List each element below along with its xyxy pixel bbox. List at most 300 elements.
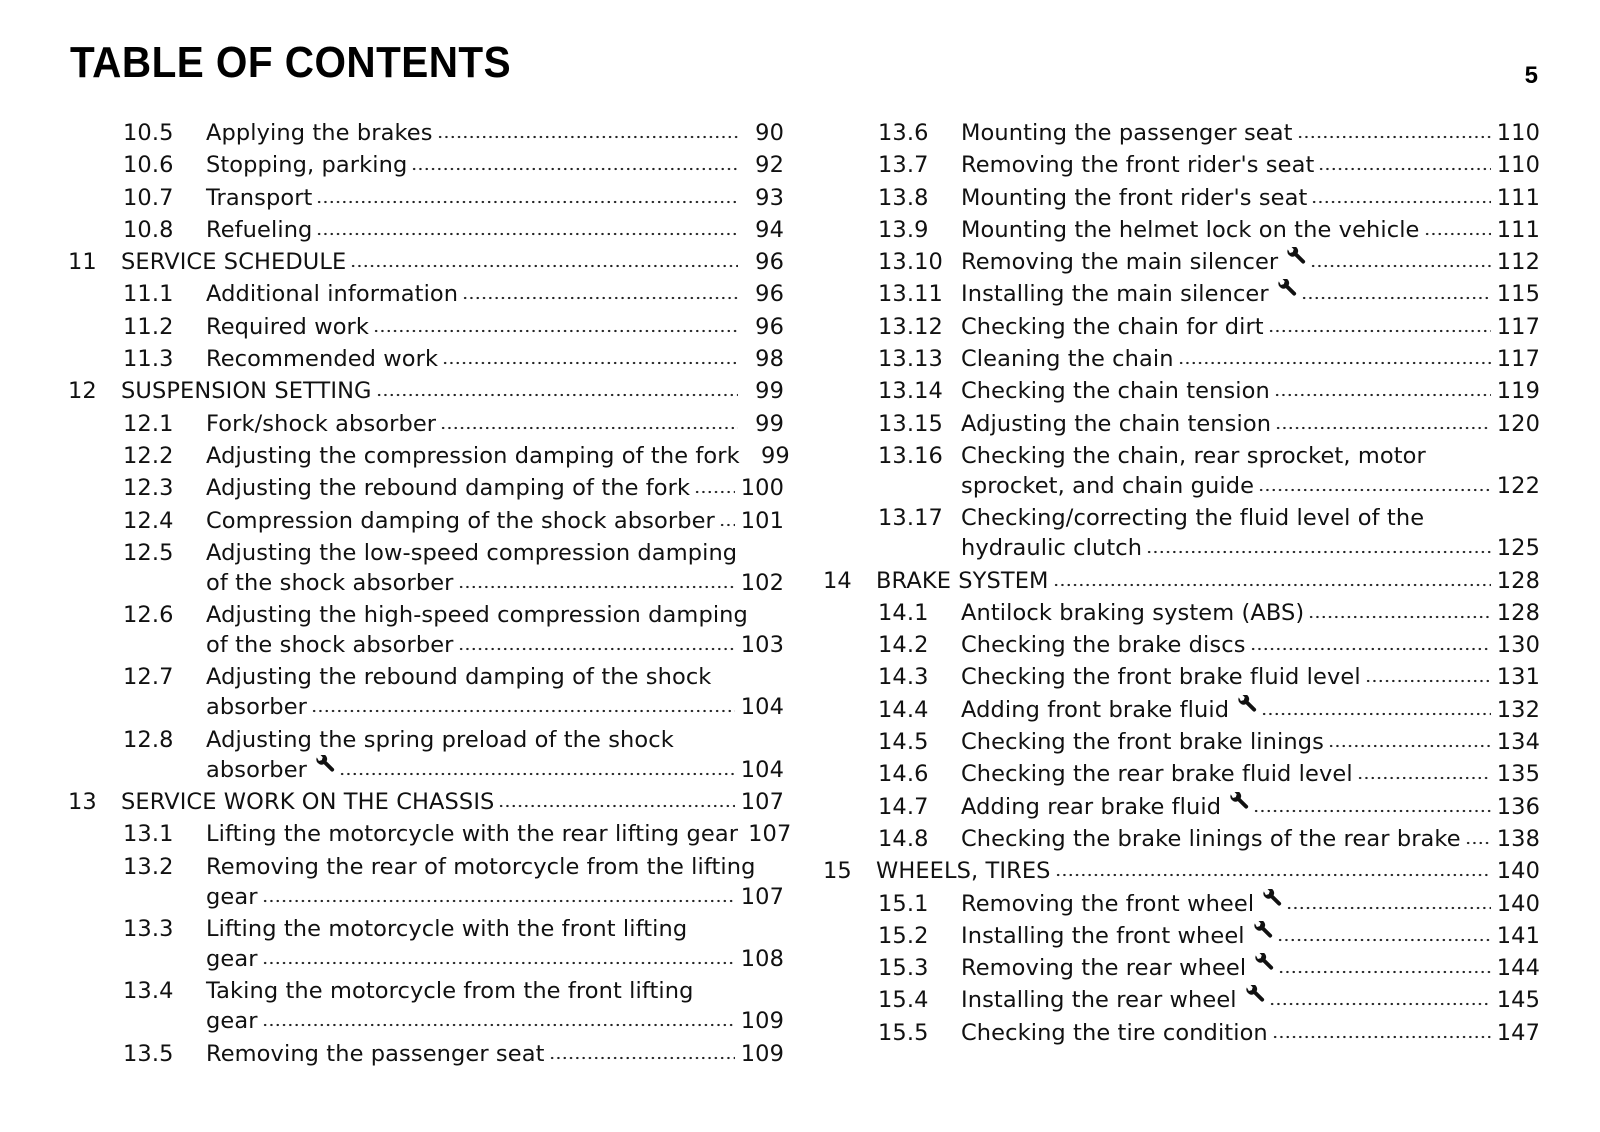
entry-title: Compression damping of the shock absorber bbox=[206, 507, 715, 534]
page-ref: 96 bbox=[755, 281, 784, 308]
toc-entry[interactable] bbox=[68, 409, 784, 441]
section-number: 12.2 bbox=[123, 442, 174, 469]
toc-entry[interactable] bbox=[823, 695, 1540, 727]
page-ref: 128 bbox=[1496, 599, 1540, 626]
entry-body bbox=[961, 441, 1540, 501]
dot-leader bbox=[1424, 215, 1491, 237]
section-number: 14.2 bbox=[878, 632, 929, 659]
toc-entry[interactable] bbox=[68, 279, 784, 311]
title-row bbox=[961, 247, 1540, 277]
entry-body bbox=[961, 279, 1540, 309]
toc-entry[interactable] bbox=[823, 824, 1540, 856]
entry-body bbox=[961, 953, 1540, 983]
page-ref: 111 bbox=[1496, 216, 1540, 243]
page-ref: 104 bbox=[740, 694, 784, 721]
entry-title: Antilock braking system (ABS) bbox=[961, 599, 1305, 626]
dot-leader bbox=[1357, 759, 1491, 781]
entry-body bbox=[961, 759, 1540, 789]
entry-body bbox=[206, 183, 784, 213]
page-ref: 117 bbox=[1496, 346, 1540, 373]
entry-body bbox=[961, 1018, 1540, 1048]
title-row bbox=[206, 944, 784, 974]
dot-leader bbox=[1269, 985, 1491, 1007]
dot-leader bbox=[1258, 471, 1491, 493]
section-number: 12.3 bbox=[123, 475, 174, 502]
toc-entry[interactable] bbox=[68, 118, 784, 150]
page-ref: 110 bbox=[1496, 120, 1540, 146]
toc-entry[interactable] bbox=[823, 150, 1540, 182]
title-row bbox=[961, 279, 1540, 309]
toc-entry[interactable] bbox=[68, 662, 784, 724]
wrench-icon bbox=[1260, 889, 1282, 911]
entry-title: Cleaning the chain bbox=[961, 346, 1174, 373]
title-row bbox=[961, 824, 1540, 854]
entry-body bbox=[961, 630, 1540, 660]
page-ref: 107 bbox=[748, 821, 792, 848]
entry-body bbox=[961, 150, 1540, 180]
title-row bbox=[876, 566, 1540, 596]
page-ref: 125 bbox=[1496, 535, 1540, 562]
page-ref: 103 bbox=[740, 632, 784, 659]
wrench-icon bbox=[1252, 953, 1274, 975]
dot-leader bbox=[440, 409, 738, 431]
entry-body bbox=[121, 247, 784, 277]
entry-title: Fork/shock absorber bbox=[206, 410, 437, 437]
title-row bbox=[961, 662, 1540, 692]
entry-body bbox=[961, 889, 1540, 919]
entry-title: of the shock absorber bbox=[206, 632, 454, 659]
page-ref: 115 bbox=[1496, 281, 1540, 308]
toc-entry[interactable] bbox=[823, 503, 1540, 565]
page-ref: 144 bbox=[1496, 955, 1540, 982]
title-row bbox=[206, 755, 784, 785]
entry-body bbox=[961, 727, 1540, 757]
entry-title: Checking the chain tension bbox=[961, 378, 1270, 405]
entry-body bbox=[206, 819, 792, 849]
toc-entry[interactable] bbox=[823, 727, 1540, 759]
toc-entry[interactable] bbox=[68, 914, 784, 976]
entry-title: Mounting the passenger seat bbox=[961, 120, 1293, 146]
entry-title: SUSPENSION SETTING bbox=[121, 378, 372, 405]
entry-body bbox=[206, 725, 784, 785]
page-ref: 99 bbox=[760, 442, 790, 469]
dot-leader bbox=[316, 215, 738, 237]
page-ref: 107 bbox=[740, 883, 784, 910]
title-row bbox=[206, 630, 784, 660]
toc-entry[interactable] bbox=[68, 819, 792, 851]
toc-entry[interactable] bbox=[68, 473, 784, 505]
dot-leader bbox=[1055, 856, 1491, 878]
entry-body bbox=[961, 921, 1540, 951]
page-ref: 141 bbox=[1496, 922, 1540, 949]
entry-body bbox=[961, 824, 1540, 854]
entry-body bbox=[206, 852, 784, 912]
dot-leader bbox=[1465, 824, 1491, 846]
section-number: 11.2 bbox=[123, 313, 174, 340]
title-row bbox=[206, 150, 784, 180]
section-number: 14.8 bbox=[878, 825, 929, 852]
toc-entry[interactable] bbox=[68, 215, 784, 247]
section-number: 15.2 bbox=[878, 922, 929, 949]
section-number: 13.1 bbox=[123, 821, 174, 848]
entry-body bbox=[206, 279, 784, 309]
page-ref: 109 bbox=[740, 1040, 784, 1067]
title-row bbox=[961, 533, 1540, 563]
title-row bbox=[206, 118, 784, 148]
toc-entry[interactable] bbox=[823, 792, 1540, 824]
page-ref: 131 bbox=[1496, 664, 1540, 691]
entry-body bbox=[206, 441, 790, 471]
dot-leader bbox=[1297, 118, 1491, 140]
toc-entry[interactable] bbox=[823, 183, 1540, 215]
entry-body bbox=[961, 247, 1540, 277]
section-number: 13.8 bbox=[878, 184, 929, 211]
entry-title: WHEELS, TIRES bbox=[876, 858, 1051, 885]
dot-leader bbox=[1253, 792, 1491, 814]
title-row bbox=[206, 819, 792, 849]
entry-title: Adjusting the chain tension bbox=[961, 410, 1272, 437]
title-row bbox=[206, 183, 784, 213]
title-line: Lifting the motorcycle with the front lifting bbox=[206, 915, 688, 942]
entry-body bbox=[961, 376, 1540, 406]
entry-body bbox=[206, 473, 784, 503]
page-ref: 117 bbox=[1496, 313, 1540, 340]
entry-title: Installing the front wheel bbox=[961, 922, 1245, 949]
dot-leader bbox=[1146, 533, 1491, 555]
section-number: 13.6 bbox=[878, 120, 929, 146]
entry-title: Transport bbox=[206, 184, 313, 211]
title-row bbox=[206, 344, 784, 374]
section-number: 11 bbox=[68, 249, 97, 276]
toc-entry[interactable] bbox=[823, 279, 1540, 311]
title-line: Taking the motorcycle from the front lifting bbox=[206, 978, 694, 1005]
section-number: 14.1 bbox=[878, 599, 929, 626]
entry-body bbox=[961, 695, 1540, 725]
page-ref: 104 bbox=[740, 756, 784, 783]
entry-body bbox=[961, 662, 1540, 692]
entry-title: Checking the tire condition bbox=[961, 1019, 1268, 1046]
page-ref: 107 bbox=[740, 789, 784, 816]
dot-leader bbox=[339, 755, 735, 777]
toc-entry[interactable] bbox=[68, 376, 784, 408]
title-row bbox=[206, 568, 784, 598]
toc-entry[interactable] bbox=[823, 662, 1540, 694]
entry-title: Adding rear brake fluid bbox=[961, 793, 1222, 820]
entry-body bbox=[206, 976, 784, 1036]
toc-entry[interactable] bbox=[68, 538, 784, 600]
title-row bbox=[961, 376, 1540, 406]
section-number: 13.14 bbox=[878, 378, 943, 405]
entry-body bbox=[876, 566, 1540, 596]
section-number: 14 bbox=[823, 567, 852, 594]
dot-leader bbox=[1328, 727, 1491, 749]
entry-title: absorber bbox=[206, 756, 307, 783]
entry-title: Checking the chain for dirt bbox=[961, 313, 1264, 340]
dot-leader bbox=[311, 692, 735, 714]
toc-entry[interactable] bbox=[823, 985, 1540, 1017]
entry-title: gear bbox=[206, 945, 258, 972]
entry-body bbox=[206, 409, 784, 439]
dot-leader bbox=[350, 247, 738, 269]
entry-title: Installing the main silencer bbox=[961, 281, 1269, 308]
wrench-icon bbox=[1251, 921, 1273, 943]
toc-entry[interactable] bbox=[68, 344, 784, 376]
entry-title: Adding front brake fluid bbox=[961, 696, 1230, 723]
section-number: 10.8 bbox=[123, 216, 174, 243]
title-row bbox=[961, 792, 1540, 822]
section-number: 15.3 bbox=[878, 955, 929, 982]
toc-entry[interactable] bbox=[68, 976, 784, 1038]
entry-body bbox=[206, 312, 784, 342]
entry-title: Removing the front wheel bbox=[961, 890, 1255, 917]
page-ref: 99 bbox=[755, 378, 784, 405]
dot-leader bbox=[411, 150, 738, 172]
page-ref: 100 bbox=[740, 475, 784, 502]
section-number: 14.7 bbox=[878, 793, 929, 820]
entry-title: Checking the rear brake fluid level bbox=[961, 761, 1353, 788]
title-row bbox=[961, 598, 1540, 628]
entry-title: gear bbox=[206, 1008, 258, 1035]
page-ref: 119 bbox=[1496, 378, 1540, 405]
section-number: 15.5 bbox=[878, 1019, 929, 1046]
entry-body bbox=[206, 506, 784, 536]
entry-title: SERVICE WORK ON THE CHASSIS bbox=[121, 789, 495, 816]
entry-body bbox=[206, 344, 784, 374]
section-number: 12.7 bbox=[123, 664, 174, 691]
title-row bbox=[206, 692, 784, 722]
entry-body bbox=[206, 538, 784, 598]
title-row bbox=[961, 985, 1540, 1015]
section-number: 15.1 bbox=[878, 890, 929, 917]
entry-body bbox=[961, 409, 1540, 439]
toc-entry[interactable] bbox=[68, 1039, 784, 1071]
wrench-icon bbox=[1284, 247, 1306, 269]
page-ref: 93 bbox=[755, 184, 784, 211]
title-row bbox=[206, 441, 790, 471]
section-number: 11.1 bbox=[123, 281, 174, 308]
toc-entry[interactable] bbox=[68, 183, 784, 215]
dot-leader bbox=[458, 568, 735, 590]
toc-entry[interactable] bbox=[823, 312, 1540, 344]
toc-entry[interactable] bbox=[68, 150, 784, 182]
section-number: 13 bbox=[68, 789, 97, 816]
dot-leader bbox=[376, 376, 738, 398]
section-number: 10.7 bbox=[123, 184, 174, 211]
toc-entry[interactable] bbox=[823, 344, 1540, 376]
dot-leader bbox=[262, 882, 735, 904]
entry-body bbox=[961, 344, 1540, 374]
entry-title: Removing the front rider's seat bbox=[961, 152, 1315, 179]
toc-column-right bbox=[823, 118, 1540, 1050]
toc-entry[interactable] bbox=[823, 598, 1540, 630]
page-ref: 101 bbox=[740, 507, 784, 534]
toc-entry[interactable] bbox=[823, 409, 1540, 441]
toc-entry[interactable] bbox=[823, 441, 1540, 503]
title-row bbox=[961, 344, 1540, 374]
wrench-icon bbox=[1227, 792, 1249, 814]
wrench-icon bbox=[1243, 985, 1265, 1007]
entry-body bbox=[206, 150, 784, 180]
toc-entry[interactable] bbox=[823, 1018, 1540, 1050]
section-number: 12.6 bbox=[123, 602, 174, 629]
title-row bbox=[206, 409, 784, 439]
entry-title: Adjusting the rebound damping of the fork bbox=[206, 475, 691, 502]
page-ref: 140 bbox=[1496, 858, 1540, 885]
dot-leader bbox=[1278, 953, 1491, 975]
page-ref: 96 bbox=[755, 313, 784, 340]
section-number: 13.17 bbox=[878, 505, 943, 532]
entry-body bbox=[206, 600, 784, 660]
title-row bbox=[961, 953, 1540, 983]
section-number: 11.3 bbox=[123, 346, 174, 373]
entry-title: Installing the rear wheel bbox=[961, 987, 1237, 1014]
section-number: 15 bbox=[823, 858, 852, 885]
page-ref: 136 bbox=[1496, 793, 1540, 820]
toc-entry[interactable] bbox=[68, 852, 784, 914]
dot-leader bbox=[1277, 921, 1491, 943]
section-number: 13.10 bbox=[878, 249, 943, 276]
section-number: 13.13 bbox=[878, 346, 943, 373]
section-number: 14.6 bbox=[878, 761, 929, 788]
section-number: 14.4 bbox=[878, 696, 929, 723]
dot-leader bbox=[1310, 247, 1491, 269]
entry-title: Checking the brake discs bbox=[961, 632, 1246, 659]
title-line: Adjusting the high-speed compression damping bbox=[206, 602, 748, 629]
toc-entry[interactable] bbox=[68, 506, 784, 538]
dot-leader bbox=[1365, 662, 1491, 684]
toc-entry[interactable] bbox=[68, 787, 784, 819]
entry-title: Adjusting the compression damping of the fork bbox=[206, 442, 740, 469]
page-ref: 108 bbox=[740, 945, 784, 972]
toc-entry[interactable] bbox=[823, 247, 1540, 279]
entry-title: Recommended work bbox=[206, 346, 439, 373]
toc-entry[interactable] bbox=[68, 312, 784, 344]
title-line: Adjusting the rebound damping of the shock bbox=[206, 664, 712, 691]
entry-body bbox=[876, 856, 1540, 886]
toc-entry[interactable] bbox=[823, 118, 1540, 150]
toc-entry[interactable] bbox=[68, 600, 784, 662]
entry-body bbox=[961, 312, 1540, 342]
toc-entry[interactable] bbox=[823, 889, 1540, 921]
toc-entry[interactable] bbox=[823, 759, 1540, 791]
page-ref: 138 bbox=[1496, 825, 1540, 852]
wrench-icon bbox=[1275, 279, 1297, 301]
section-number: 13.3 bbox=[123, 915, 174, 942]
title-line: Checking the chain, rear sprocket, motor bbox=[961, 442, 1426, 469]
section-number: 13.16 bbox=[878, 442, 943, 469]
page-ref: 140 bbox=[1496, 890, 1540, 917]
entry-title: of the shock absorber bbox=[206, 569, 454, 596]
title-row bbox=[206, 506, 784, 536]
title-row bbox=[961, 759, 1540, 789]
toc-entry[interactable] bbox=[823, 376, 1540, 408]
section-number: 13.5 bbox=[123, 1040, 174, 1067]
title-row bbox=[206, 312, 784, 342]
entry-title: hydraulic clutch bbox=[961, 535, 1143, 562]
entry-title: sprocket, and chain guide bbox=[961, 472, 1255, 499]
toc-entry[interactable] bbox=[68, 247, 784, 279]
section-number: 12.5 bbox=[123, 539, 174, 566]
dot-leader bbox=[316, 183, 738, 205]
title-row bbox=[961, 409, 1540, 439]
page-ref: 120 bbox=[1496, 410, 1540, 437]
dot-leader bbox=[1318, 150, 1490, 172]
section-number: 12.8 bbox=[123, 726, 174, 753]
title-row bbox=[206, 1006, 784, 1036]
section-number: 13.15 bbox=[878, 410, 943, 437]
toc-entry[interactable] bbox=[823, 630, 1540, 662]
entry-title: Removing the rear wheel bbox=[961, 955, 1247, 982]
toc-entry[interactable] bbox=[823, 921, 1540, 953]
entry-title: Stopping, parking bbox=[206, 152, 408, 179]
title-line: Checking/correcting the fluid level of the bbox=[961, 505, 1425, 532]
dot-leader bbox=[1308, 598, 1490, 620]
entry-title: absorber bbox=[206, 694, 307, 721]
dot-leader bbox=[437, 118, 738, 140]
entry-title: Required work bbox=[206, 313, 370, 340]
dot-leader bbox=[1286, 889, 1491, 911]
toc-entry[interactable] bbox=[823, 856, 1540, 888]
entry-body bbox=[206, 215, 784, 245]
page-ref: 111 bbox=[1496, 184, 1540, 211]
title-row bbox=[961, 471, 1540, 501]
page-title: TABLE OF CONTENTS bbox=[70, 38, 512, 87]
toc-entry[interactable] bbox=[823, 566, 1540, 598]
toc-entry[interactable] bbox=[68, 441, 790, 473]
title-row bbox=[121, 376, 784, 406]
page-ref: 134 bbox=[1496, 729, 1540, 756]
section-number: 12.1 bbox=[123, 410, 174, 437]
title-row bbox=[961, 215, 1540, 245]
title-row bbox=[961, 183, 1540, 213]
page-ref: 94 bbox=[755, 216, 784, 243]
page-ref: 130 bbox=[1496, 632, 1540, 659]
section-number: 13.7 bbox=[878, 152, 929, 179]
dot-leader bbox=[1178, 344, 1491, 366]
entry-body bbox=[961, 985, 1540, 1015]
dot-leader bbox=[373, 312, 738, 334]
title-row bbox=[961, 695, 1540, 725]
page-number: 5 bbox=[1524, 62, 1538, 89]
page-ref: 147 bbox=[1496, 1019, 1540, 1046]
entry-title: Removing the passenger seat bbox=[206, 1040, 545, 1067]
dot-leader bbox=[1311, 183, 1490, 205]
dot-leader bbox=[458, 630, 735, 652]
title-row bbox=[121, 247, 784, 277]
toc-entry[interactable] bbox=[823, 215, 1540, 247]
dot-leader bbox=[694, 473, 735, 495]
page-ref: 99 bbox=[755, 410, 784, 437]
entry-body bbox=[961, 792, 1540, 822]
page-ref: 102 bbox=[740, 569, 784, 596]
dot-leader bbox=[1275, 409, 1491, 431]
title-row bbox=[206, 1039, 784, 1069]
entry-body bbox=[961, 118, 1540, 148]
section-number: 15.4 bbox=[878, 987, 929, 1014]
dot-leader bbox=[1272, 1018, 1491, 1040]
section-number: 10.5 bbox=[123, 120, 174, 146]
entry-title: Applying the brakes bbox=[206, 120, 433, 146]
dot-leader bbox=[1268, 312, 1491, 334]
entry-body bbox=[206, 914, 784, 974]
toc-entry[interactable] bbox=[68, 725, 784, 787]
dot-leader bbox=[549, 1039, 735, 1061]
entry-title: Checking the front brake fluid level bbox=[961, 664, 1361, 691]
page-ref: 98 bbox=[755, 346, 784, 373]
title-row bbox=[206, 279, 784, 309]
entry-title: Mounting the helmet lock on the vehicle bbox=[961, 216, 1420, 243]
toc-entry[interactable] bbox=[823, 953, 1540, 985]
